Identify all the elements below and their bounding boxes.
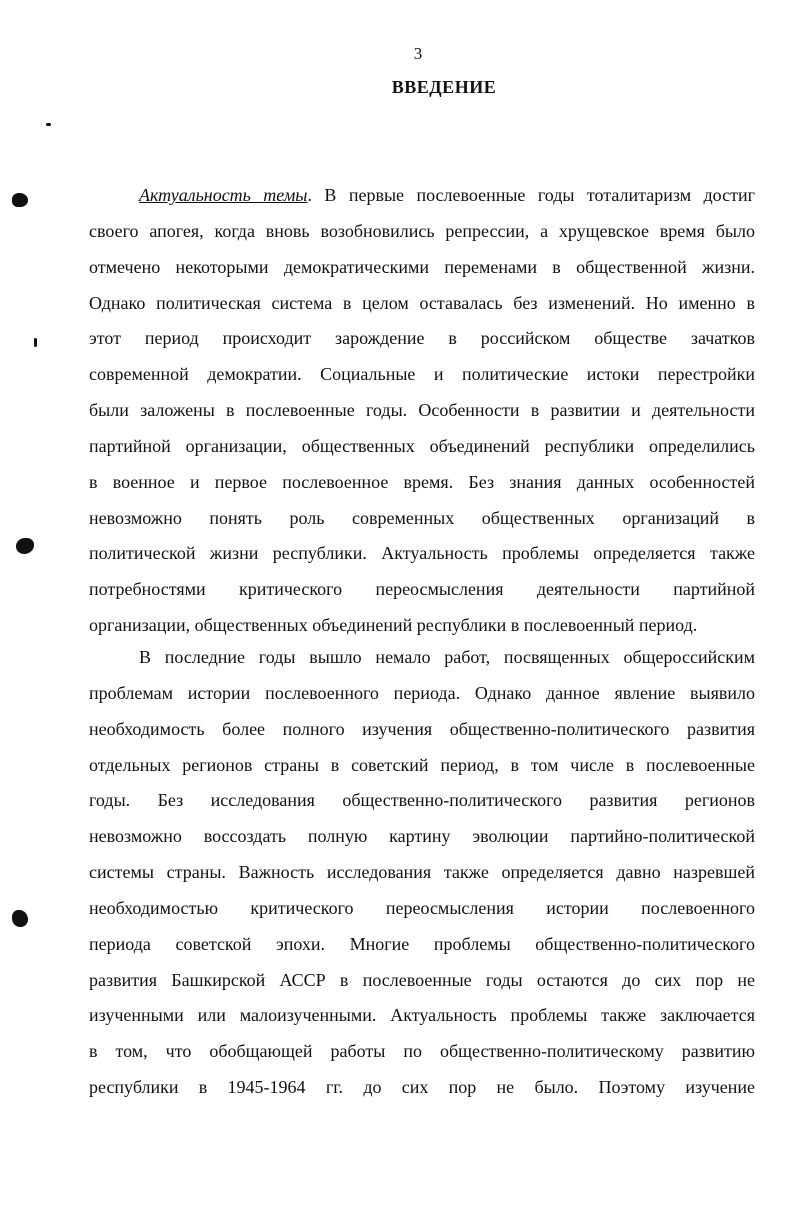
text-line: партийной организации, общественных объединений республики определились — [89, 435, 755, 456]
section-lead: Актуальность темы — [139, 185, 308, 205]
scan-blot — [12, 910, 28, 927]
text-line — [89, 178, 755, 214]
text-line: Однако политическая система в целом оставалась без изменений. Но именно в — [89, 292, 755, 313]
text-line: политической жизни республики. Актуальность проблемы определяется также — [89, 543, 755, 564]
text-line: отдельных регионов страны в советский период, в том числе в послевоенные — [89, 754, 755, 775]
text-line: были заложены в послевоенные годы. Особенности в развитии и деятельности — [89, 400, 755, 421]
text-line: невозможно воссоздать полную картину эволюции партийно-политической — [89, 826, 755, 847]
text-line: в военное и первое послевоенное время. Без знания данных особенностей — [89, 471, 755, 492]
text-line: В последние годы вышло немало работ, посвященных общероссийским — [139, 647, 755, 667]
page-title: ВВЕДЕНИЕ — [391, 77, 497, 97]
text-line: невозможно понять роль современных общественных организаций в — [89, 507, 755, 528]
text-line: развития Башкирской АССР в послевоенные годы остаются до сих пор не — [89, 969, 755, 990]
text-line: республики в 1945-1964 гг. до сих пор не было. Поэтому изучение — [89, 1077, 755, 1098]
text-line: отмечено некоторыми демократическими переменами в общественной жизни. — [89, 256, 755, 277]
text-line: современной демократии. Социальные и политические истоки перестройки — [89, 364, 755, 385]
text-line: изученными или малоизученными. Актуальность проблемы также заключается — [89, 1005, 755, 1026]
text-line: проблемам истории послевоенного периода. Однако данное явление выявило — [89, 682, 755, 703]
text-line: потребностями критического переосмысления деятельности партийной — [89, 579, 755, 600]
text-line: необходимость более полного изучения общественно-политического развития — [89, 718, 755, 739]
text-line: системы страны. Важность исследования также определяется давно назревшей — [89, 862, 755, 883]
text-line: необходимостью критического переосмысления истории послевоенного — [89, 897, 755, 918]
paragraph-relevance — [89, 178, 755, 644]
scan-blot — [16, 538, 34, 554]
scan-blot — [12, 193, 28, 207]
text-line: своего апогея, когда вновь возобновились репрессии, а хрущевское время было — [89, 220, 755, 241]
text-line: в том, что обобщающей работы по общественно-политическому развитию — [89, 1041, 755, 1062]
text-line: периода советской эпохи. Многие проблемы общественно-политического — [89, 933, 755, 954]
text-line: годы. Без исследования общественно-политического развития регионов — [89, 790, 755, 811]
page-number: 3 — [413, 44, 423, 63]
lead-continuation: . В первые послевоенные годы тоталитаризм достиг — [307, 185, 755, 205]
text-line: организации, общественных объединений республики в послевоенный период. — [89, 615, 698, 636]
scan-speck — [46, 123, 51, 126]
text-line: этот период происходит зарождение в российском обществе зачатков — [89, 328, 755, 349]
scan-speck — [34, 338, 37, 347]
paragraph-research-gap — [89, 640, 755, 1106]
